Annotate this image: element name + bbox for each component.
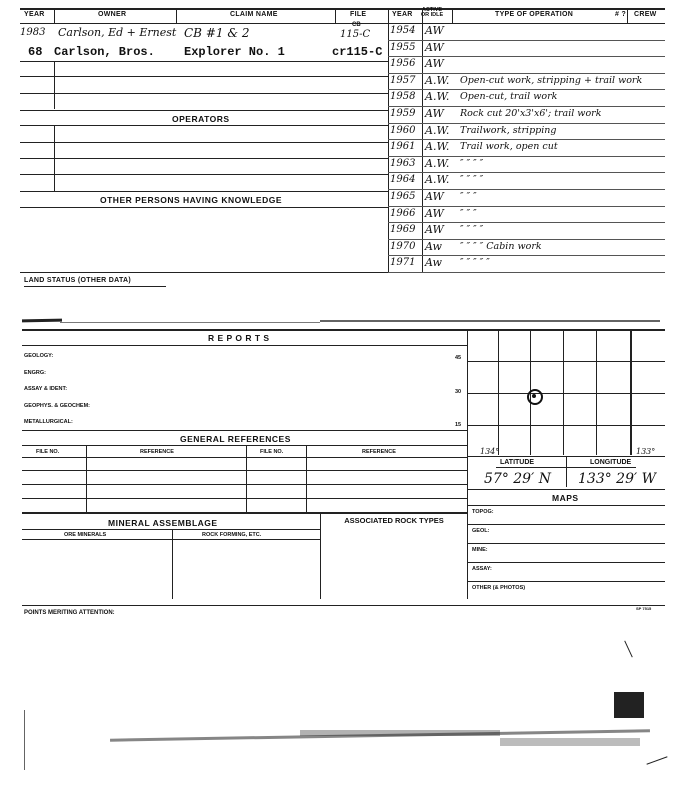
scan-mark — [646, 756, 667, 764]
activity-year: 1959 — [390, 108, 416, 119]
activity-year: 1971 — [390, 257, 416, 269]
map-line — [467, 524, 665, 525]
activity-year: 1964 — [390, 174, 416, 186]
mineral-title: MINERAL ASSEMBLAGE — [108, 518, 218, 528]
divider — [335, 8, 336, 23]
map-grid-line — [498, 329, 499, 455]
reports-bottom — [22, 430, 467, 431]
divider — [176, 8, 177, 23]
activity-status: Aw — [425, 256, 442, 270]
report-label-assay: ASSAY & IDENT: — [24, 386, 68, 392]
map-line — [467, 543, 665, 544]
refs-col-reference-2: REFERENCE — [362, 449, 396, 455]
ore-minerals-label: ORE MINERALS — [64, 532, 107, 538]
activity-year: 1960 — [390, 124, 416, 136]
activity-operation: Open-cut work, stripping + trail work — [460, 74, 643, 86]
activity-year: 1958 — [390, 91, 416, 103]
col-active-header: ACTIVE OR IDLE — [420, 7, 444, 18]
activity-operation: ″ ″ ″ ″ Cabin work — [460, 240, 542, 252]
col-year-header: YEAR — [24, 11, 45, 18]
activity-year: 1970 — [390, 240, 416, 252]
reports-underline — [22, 345, 467, 346]
activity-operation: ″ ″ ″ ″ — [460, 174, 484, 186]
map-row-mine: MINE: — [472, 547, 488, 553]
map-row-assay: ASSAY: — [472, 566, 492, 572]
reports-top-border — [22, 329, 665, 331]
header-underline — [20, 23, 665, 24]
longitude-label: LONGITUDE — [590, 459, 632, 466]
scan-smudge — [22, 319, 62, 323]
map-grid-line — [563, 329, 564, 455]
claim-year-2: 68 — [28, 45, 43, 59]
claim-owner-2: Carlson, Bros. — [54, 45, 155, 59]
claim-name-2: Explorer No. 1 — [184, 45, 285, 59]
maps-title: MAPS — [552, 493, 579, 503]
refs-line — [22, 470, 467, 471]
map-grid-line — [467, 361, 665, 362]
scan-smudge — [60, 322, 320, 323]
map-grid-line — [596, 329, 597, 455]
general-refs-title: GENERAL REFERENCES — [180, 434, 291, 444]
map-right-degree: 133° — [636, 447, 656, 456]
activity-year: 1955 — [390, 41, 416, 53]
claim-name-1: CB #1 & 2 — [184, 26, 250, 40]
activity-row-line — [388, 272, 665, 273]
divider — [172, 529, 173, 599]
operators-title: OPERATORS — [172, 114, 230, 124]
map-grid-line — [467, 393, 665, 394]
map-grid-line — [467, 425, 665, 426]
activity-divider — [422, 8, 423, 273]
scan-streak — [500, 738, 640, 746]
col-crew-header: CREW — [634, 11, 657, 18]
map-line — [467, 581, 665, 582]
activity-year: 1966 — [390, 207, 416, 219]
latitude-label: LATITUDE — [500, 459, 535, 466]
claim-file-2: cr115-C — [332, 45, 383, 59]
activity-status: A.W. — [425, 73, 450, 87]
mineral-bottom — [22, 605, 665, 606]
marker-dot — [532, 394, 536, 398]
map-line — [467, 562, 665, 563]
row-line — [20, 76, 388, 77]
activity-operation: ″ ″ ″ — [460, 207, 477, 219]
refs-col-file-no-1: FILE NO. — [36, 449, 60, 455]
row-line — [20, 158, 388, 159]
map-row-other: OTHER (& PHOTOS) — [472, 585, 526, 591]
map-row-geol: GEOL: — [472, 528, 490, 534]
row-line — [20, 110, 388, 111]
rock-forming-label: ROCK FORMING, ETC. — [202, 532, 262, 538]
col-year2-header: YEAR — [392, 11, 413, 18]
activity-year: 1965 — [390, 191, 416, 202]
activity-year: 1969 — [390, 224, 416, 236]
activity-operation: ″ ″ ″ ″ — [460, 157, 484, 169]
divider — [566, 457, 567, 487]
row-line — [20, 125, 388, 126]
report-num-geology: 45 — [455, 355, 462, 361]
row-line — [20, 174, 388, 175]
activity-status: Aw — [425, 239, 442, 253]
row-line — [20, 207, 388, 208]
activity-operation: Trailwork, stripping — [460, 124, 557, 136]
report-label-engrg: ENGRG: — [24, 370, 46, 376]
reports-right-border — [467, 329, 468, 599]
divider — [86, 445, 87, 512]
row-line — [20, 142, 388, 143]
activity-status: A.W. — [425, 156, 450, 170]
claim-file-1: 115-C — [340, 29, 371, 40]
claim-year-1: 1983 — [20, 27, 46, 38]
divider — [54, 8, 55, 23]
activity-operation: Open-cut, trail work — [460, 91, 558, 103]
activity-status: AW — [425, 206, 444, 220]
map-line — [467, 489, 665, 490]
land-status-underline — [24, 286, 166, 287]
refs-col-reference-1: REFERENCE — [140, 449, 174, 455]
refs-line — [22, 445, 467, 446]
refs-line — [22, 457, 467, 458]
report-label-metallurgical: METALLURGICAL: — [24, 419, 73, 425]
scan-mark — [624, 641, 633, 658]
mineral-line — [22, 539, 320, 540]
activity-status: A.W. — [425, 123, 450, 137]
report-label-geophys: GEOPHYS. & GEOCHEM: — [24, 403, 91, 409]
scan-smudge — [320, 320, 660, 322]
activity-status: AW — [425, 40, 444, 54]
activity-status: AW — [425, 57, 444, 71]
activity-operation: ″ ″ ″ ″ ″ — [460, 257, 490, 269]
land-status-label: LAND STATUS (OTHER DATA) — [24, 277, 132, 284]
activity-operation: ″ ″ ″ ″ — [460, 224, 484, 236]
divider — [306, 445, 307, 512]
report-num-metallurgical: 15 — [455, 422, 462, 428]
scan-mark — [24, 710, 25, 770]
scan-streak — [300, 730, 500, 736]
activity-year: 1961 — [390, 141, 416, 153]
divider — [54, 61, 55, 109]
divider — [320, 513, 321, 599]
top-border — [20, 8, 665, 10]
divider — [246, 445, 247, 512]
refs-bottom — [22, 512, 467, 514]
claim-owner-1: Carlson, Ed + Ernest — [58, 26, 177, 39]
row-line — [20, 61, 388, 62]
activity-status: AW — [425, 24, 444, 37]
activity-operation: Trail work, open cut — [460, 141, 558, 153]
activity-year: 1957 — [390, 74, 416, 86]
activity-status: A.W. — [425, 90, 450, 104]
map-row-topog: TOPOG: — [472, 509, 494, 515]
claim-file-note: CB — [352, 22, 361, 28]
col-operation-header: TYPE OF OPERATION — [495, 11, 574, 18]
divider — [627, 8, 628, 23]
divider — [452, 8, 453, 23]
row-line — [20, 191, 388, 192]
latitude-value: 57° 29′ N — [484, 471, 551, 487]
activity-operation: Rock cut 20'x3'x6'; trail work — [460, 108, 602, 119]
map-line — [467, 505, 665, 506]
activity-left-border — [388, 8, 389, 273]
refs-line — [22, 498, 467, 499]
col-claim-header: CLAIM NAME — [230, 11, 278, 18]
refs-col-file-no-2: FILE NO. — [260, 449, 284, 455]
divider — [54, 125, 55, 191]
scan-artifact-block — [614, 692, 644, 718]
col-owner-header: OWNER — [98, 11, 127, 18]
activity-status: AW — [425, 107, 444, 120]
row-line — [20, 93, 388, 94]
map-grid-line — [630, 329, 632, 455]
map-left-degree: 134° — [480, 447, 500, 456]
mineral-line — [22, 529, 320, 530]
refs-line — [22, 484, 467, 485]
col-file-header: FILE — [350, 11, 367, 18]
activity-status: A.W. — [425, 140, 450, 154]
activity-year: 1956 — [390, 58, 416, 70]
activity-year: 1954 — [390, 25, 416, 36]
activity-status: A.W. — [425, 173, 450, 187]
activity-year: 1963 — [390, 157, 416, 169]
report-num-assay: 30 — [455, 389, 462, 395]
reports-title: R E P O R T S — [208, 333, 270, 343]
points-label: POINTS MERITING ATTENTION: — [24, 610, 115, 616]
activity-operation: ″ ″ ″ — [460, 191, 477, 202]
activity-status: AW — [425, 190, 444, 203]
col-crew-num: # ? — [615, 11, 627, 18]
knowledge-title: OTHER PERSONS HAVING KNOWLEDGE — [100, 195, 283, 205]
form-number: SP 7515 — [636, 606, 652, 611]
activity-status: AW — [425, 223, 444, 237]
report-label-geology: GEOLOGY: — [24, 353, 54, 359]
longitude-value: 133° 29′ W — [578, 471, 657, 487]
assoc-rock-types: ASSOCIATED ROCK TYPES — [344, 516, 444, 525]
